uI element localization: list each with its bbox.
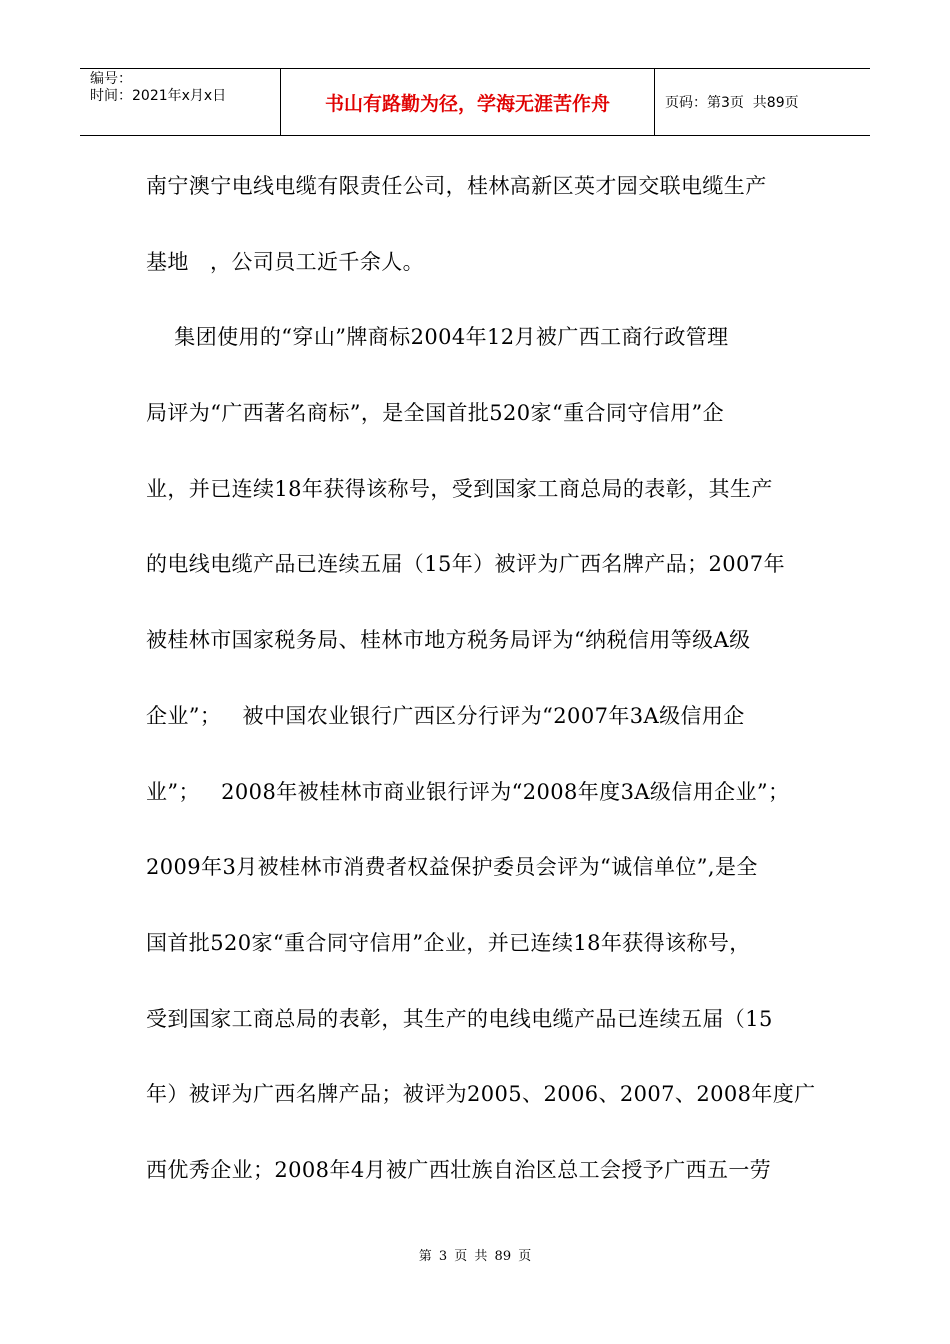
body-line: 南宁澳宁电线电缆有限责任公司，桂林高新区英才园交联电缆生产 xyxy=(146,174,767,198)
body-line: 局评为“广西著名商标”，是全国首批520家“重合同守信用”企 xyxy=(146,401,725,426)
document-body xyxy=(146,160,826,1220)
number-label: 编号： xyxy=(90,71,132,87)
body-line: 企业”； 被中国农业银行广西区分行评为“2007年3A级信用企 xyxy=(146,703,745,728)
body-line: 基地 ，公司员工近千余人。 xyxy=(146,249,425,274)
time-label: 时间：2021年x月x日 xyxy=(90,88,227,104)
body-line: 受到国家工商总局的表彰，其生产的电线电缆产品已连续五届（15 xyxy=(146,1006,773,1031)
header-meta xyxy=(80,69,281,135)
page-header xyxy=(80,68,870,136)
body-line: 业”； 2008年被桂林市商业银行评为“2008年度3A级信用企业”； xyxy=(146,779,790,804)
header-motto: 书山有路勤为径，学海无涯苦作舟 xyxy=(281,69,655,135)
page-footer: 第 3 页 共 89 页 xyxy=(418,1249,532,1264)
header-page-info: 页码：第3页 共89页 xyxy=(665,95,799,111)
body-line: 年）被评为广西名牌产品；被评为2005、2006、2007、2008年度广 xyxy=(146,1082,816,1107)
body-line: 集团使用的“穿山”牌商标2004年12月被广西工商行政管理 xyxy=(146,325,729,350)
body-line: 的电线电缆产品已连续五届（15年）被评为广西名牌产品；2007年 xyxy=(146,552,785,577)
body-line: 国首批520家“重合同守信用”企业，并已连续18年获得该称号， xyxy=(146,930,751,955)
body-line: 2009年3月被桂林市消费者权益保护委员会评为“诚信单位”,是全 xyxy=(146,855,758,880)
body-line: 业，并已连续18年获得该称号，受到国家工商总局的表彰，其生产 xyxy=(146,476,773,501)
body-line: 被桂林市国家税务局、桂林市地方税务局评为“纳税信用等级A级 xyxy=(146,628,751,653)
body-line: 西优秀企业；2008年4月被广西壮族自治区总工会授予广西五一劳 xyxy=(146,1157,772,1182)
